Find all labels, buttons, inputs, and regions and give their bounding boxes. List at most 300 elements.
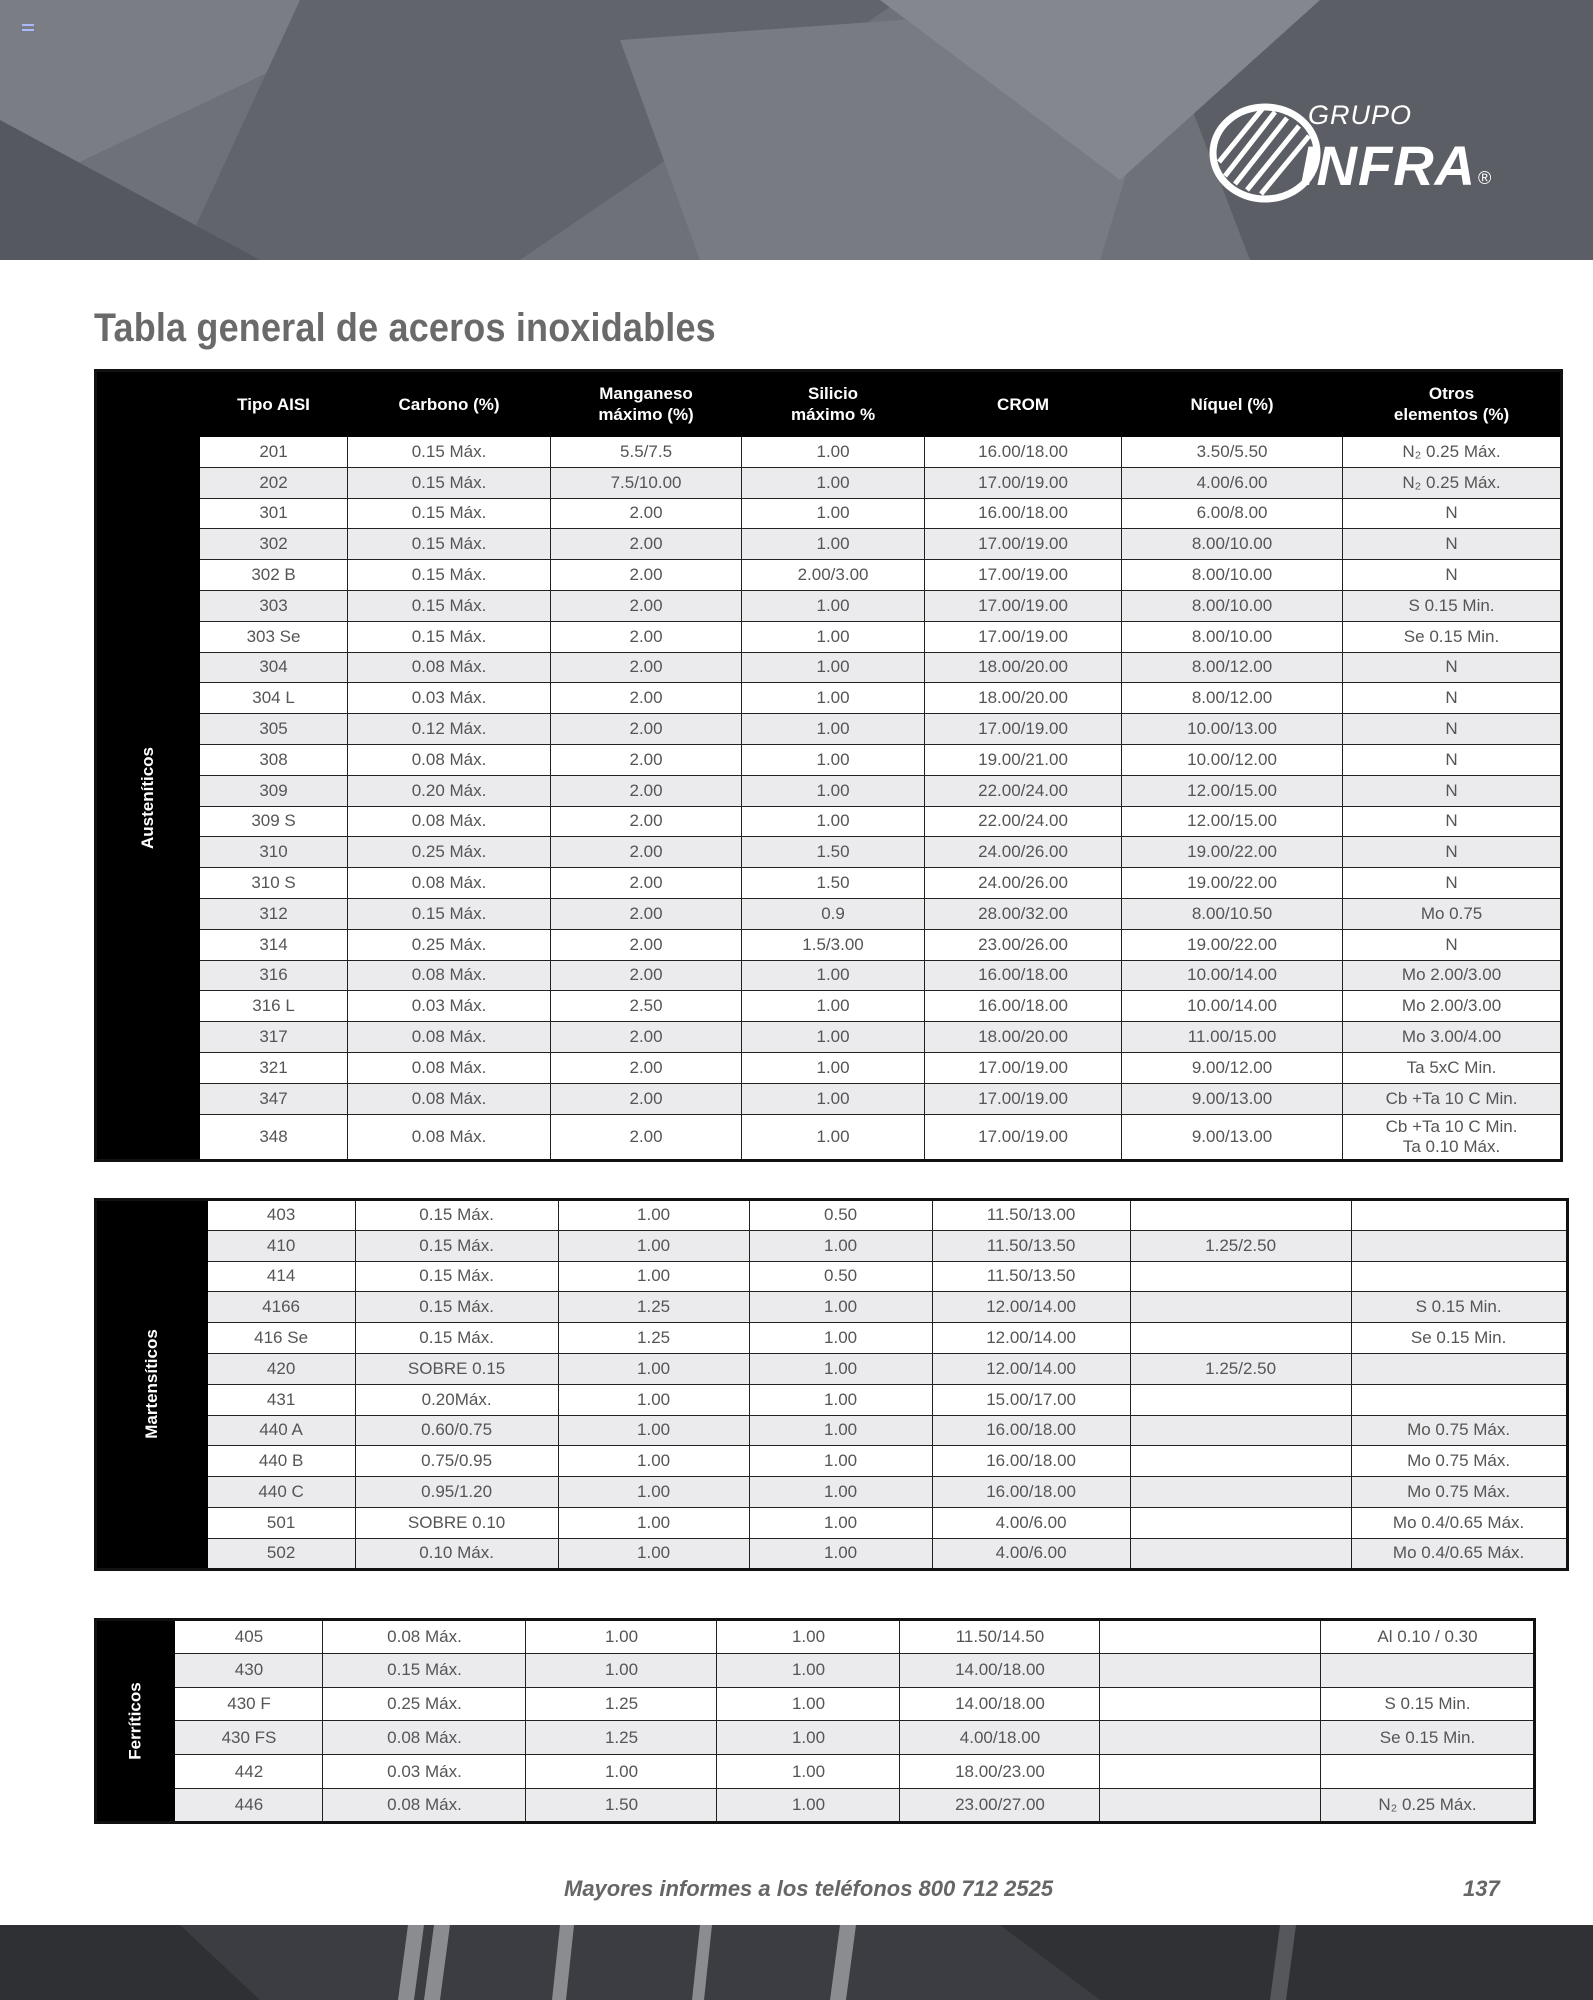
- cell-silicio: 1.00: [742, 529, 925, 560]
- cell-crom: 18.00/20.00: [925, 1022, 1122, 1053]
- header-tipo-aisi: Tipo AISI: [200, 371, 348, 437]
- cell-manganeso: 2.00: [551, 1083, 742, 1114]
- cell-carbono: 0.20 Máx.: [348, 775, 551, 806]
- table-row: [96, 868, 1562, 899]
- cell-silicio: 1.00: [749, 1538, 932, 1569]
- cell-tipo-aisi: 430 F: [175, 1687, 323, 1721]
- cell-otros: [1351, 1384, 1567, 1415]
- cell-crom: 24.00/26.00: [925, 837, 1122, 868]
- table-row: [96, 1083, 1562, 1114]
- cell-silicio: 1.00: [742, 621, 925, 652]
- cell-manganeso: 2.00: [551, 560, 742, 591]
- cell-crom: 17.00/19.00: [925, 1052, 1122, 1083]
- cell-crom: 18.00/23.00: [900, 1755, 1100, 1789]
- table-row: [96, 1292, 1568, 1323]
- cell-niquel: 8.00/10.00: [1122, 621, 1343, 652]
- header-manganeso: [551, 371, 742, 437]
- cell-tipo-aisi: 309: [200, 775, 348, 806]
- table-row: [96, 1721, 1535, 1755]
- cell-tipo-aisi: 314: [200, 929, 348, 960]
- cell-silicio: 1.00: [742, 652, 925, 683]
- cell-silicio: 1.00: [749, 1415, 932, 1446]
- cell-otros: Mo 0.4/0.65 Máx.: [1351, 1507, 1567, 1538]
- cell-carbono: 0.08 Máx.: [348, 1083, 551, 1114]
- cell-silicio: 2.00/3.00: [742, 560, 925, 591]
- table-row: [96, 837, 1562, 868]
- cell-carbono: 0.08 Máx.: [348, 1022, 551, 1053]
- cell-otros: N: [1343, 498, 1562, 529]
- group-label-text: Austeníticos: [138, 746, 158, 849]
- cell-crom: 17.00/19.00: [925, 467, 1122, 498]
- cell-tipo-aisi: 304 L: [200, 683, 348, 714]
- cell-silicio: 0.50: [749, 1200, 932, 1231]
- cell-niquel: 4.00/6.00: [1122, 467, 1343, 498]
- cell-niquel: [1100, 1620, 1321, 1654]
- cell-carbono: 0.15 Máx.: [348, 498, 551, 529]
- table-row: [96, 1200, 1568, 1231]
- cell-silicio: 1.00: [742, 806, 925, 837]
- header-silicio: [742, 371, 925, 437]
- table-row: [96, 775, 1562, 806]
- cell-otros: Mo 0.75: [1343, 898, 1562, 929]
- cell-tipo-aisi: 201: [200, 437, 348, 468]
- header-crom: CROM: [925, 371, 1122, 437]
- header-manganeso-label: Manganeso máximo (%): [598, 384, 694, 424]
- cell-manganeso: 1.00: [558, 1353, 749, 1384]
- cell-carbono: 0.15 Máx.: [348, 621, 551, 652]
- cell-silicio: 1.00: [717, 1620, 900, 1654]
- cell-niquel: 8.00/10.50: [1122, 898, 1343, 929]
- cell-carbono: 0.15 Máx.: [348, 590, 551, 621]
- cell-niquel: 9.00/12.00: [1122, 1052, 1343, 1083]
- cell-otros: [1351, 1353, 1567, 1384]
- cell-manganeso: 2.00: [551, 498, 742, 529]
- cell-carbono: 0.15 Máx.: [355, 1261, 558, 1292]
- table-row: [96, 1755, 1535, 1789]
- cell-tipo-aisi: 410: [207, 1230, 355, 1261]
- header-otros-label: Otros elementos (%): [1393, 384, 1510, 424]
- cell-carbono: 0.08 Máx.: [323, 1620, 526, 1654]
- cell-manganeso: 1.25: [558, 1292, 749, 1323]
- cell-crom: 16.00/18.00: [932, 1477, 1130, 1508]
- cell-niquel: 1.25/2.50: [1130, 1353, 1351, 1384]
- cell-manganeso: 2.00: [551, 837, 742, 868]
- cell-niquel: 19.00/22.00: [1122, 929, 1343, 960]
- table-row: [96, 744, 1562, 775]
- cell-silicio: 1.00: [742, 744, 925, 775]
- cell-carbono: 0.75/0.95: [355, 1446, 558, 1477]
- page-number: 137: [1463, 1876, 1500, 1901]
- cell-manganeso: 1.25: [526, 1721, 717, 1755]
- table-body-martensiticos: [96, 1200, 1568, 1570]
- cell-carbono: SOBRE 0.10: [355, 1507, 558, 1538]
- header-silicio-label: Silicio máximo %: [790, 384, 876, 424]
- cell-carbono: 0.08 Máx.: [323, 1721, 526, 1755]
- cell-tipo-aisi: 446: [175, 1788, 323, 1822]
- group-label-austeniticos: [96, 437, 200, 1161]
- cell-otros: N: [1343, 714, 1562, 745]
- table-row: [96, 1477, 1568, 1508]
- cell-manganeso: 2.00: [551, 683, 742, 714]
- cell-niquel: 1.25/2.50: [1130, 1230, 1351, 1261]
- table-row: [96, 960, 1562, 991]
- table-row: [96, 560, 1562, 591]
- table-row: [96, 1384, 1568, 1415]
- cell-niquel: [1100, 1653, 1321, 1687]
- group-label-text: Martensíticos: [141, 1329, 161, 1440]
- cell-niquel: 12.00/15.00: [1122, 775, 1343, 806]
- cell-manganeso: 2.00: [551, 652, 742, 683]
- cell-silicio: 1.00: [742, 590, 925, 621]
- cell-carbono: 0.15 Máx.: [355, 1230, 558, 1261]
- cell-silicio: 1.5/3.00: [742, 929, 925, 960]
- cell-carbono: 0.60/0.75: [355, 1415, 558, 1446]
- table-row: [96, 929, 1562, 960]
- registered-mark: ®: [1478, 168, 1492, 188]
- cell-tipo-aisi: 310: [200, 837, 348, 868]
- cell-otros: N: [1343, 529, 1562, 560]
- cell-niquel: [1130, 1507, 1351, 1538]
- cell-crom: 22.00/24.00: [925, 806, 1122, 837]
- cell-tipo-aisi: 302 B: [200, 560, 348, 591]
- cell-silicio: 1.00: [742, 1083, 925, 1114]
- cell-carbono: 0.08 Máx.: [348, 806, 551, 837]
- cell-carbono: SOBRE 0.15: [355, 1353, 558, 1384]
- cell-manganeso: 2.00: [551, 744, 742, 775]
- cell-silicio: 1.00: [749, 1384, 932, 1415]
- cell-manganeso: 1.00: [558, 1261, 749, 1292]
- cell-otros: [1351, 1261, 1567, 1292]
- cell-crom: 16.00/18.00: [925, 960, 1122, 991]
- cell-otros: N₂ 0.25 Máx.: [1343, 467, 1562, 498]
- cell-crom: 23.00/27.00: [900, 1788, 1100, 1822]
- table-row: [96, 898, 1562, 929]
- cell-manganeso: 7.5/10.00: [551, 467, 742, 498]
- cell-carbono: 0.95/1.20: [355, 1477, 558, 1508]
- table-austeniticos: [94, 369, 1563, 1162]
- cell-crom: 4.00/18.00: [900, 1721, 1100, 1755]
- cell-manganeso: 1.00: [558, 1415, 749, 1446]
- cell-crom: 16.00/18.00: [925, 498, 1122, 529]
- cell-carbono: 0.03 Máx.: [348, 991, 551, 1022]
- cell-silicio: 1.00: [742, 714, 925, 745]
- cell-crom: 18.00/20.00: [925, 683, 1122, 714]
- cell-manganeso: 2.00: [551, 929, 742, 960]
- cell-niquel: [1100, 1687, 1321, 1721]
- cell-crom: 17.00/19.00: [925, 1114, 1122, 1160]
- cell-tipo-aisi: 347: [200, 1083, 348, 1114]
- cell-otros: Mo 2.00/3.00: [1343, 991, 1562, 1022]
- cell-otros: S 0.15 Min.: [1321, 1687, 1535, 1721]
- cell-manganeso: 2.00: [551, 621, 742, 652]
- cell-manganeso: 1.00: [526, 1653, 717, 1687]
- cell-otros: Cb +Ta 10 C Min. Ta 0.10 Máx.: [1343, 1114, 1562, 1160]
- cell-carbono: 0.12 Máx.: [348, 714, 551, 745]
- table-row: [96, 1538, 1568, 1569]
- cell-carbono: 0.15 Máx.: [355, 1292, 558, 1323]
- cell-niquel: 8.00/10.00: [1122, 529, 1343, 560]
- cell-manganeso: 1.00: [526, 1620, 717, 1654]
- cell-manganeso: 2.00: [551, 529, 742, 560]
- table-row: [96, 1620, 1535, 1654]
- table-row: [96, 1446, 1568, 1477]
- table-row: [96, 1687, 1535, 1721]
- cell-niquel: [1100, 1721, 1321, 1755]
- cell-otros: N: [1343, 775, 1562, 806]
- cell-crom: 12.00/14.00: [932, 1353, 1130, 1384]
- cell-manganeso: 2.00: [551, 1022, 742, 1053]
- header-spacer: [96, 371, 200, 437]
- cell-carbono: 0.20Máx.: [355, 1384, 558, 1415]
- header-banner: [0, 0, 1593, 260]
- cell-crom: 11.50/13.00: [932, 1200, 1130, 1231]
- cell-silicio: 1.00: [742, 1114, 925, 1160]
- cell-crom: 17.00/19.00: [925, 714, 1122, 745]
- cell-niquel: [1100, 1788, 1321, 1822]
- cell-manganeso: 2.00: [551, 898, 742, 929]
- cell-manganeso: 2.00: [551, 868, 742, 899]
- cell-tipo-aisi: 414: [207, 1261, 355, 1292]
- cell-silicio: 1.00: [749, 1507, 932, 1538]
- cell-otros: S 0.15 Min.: [1351, 1292, 1567, 1323]
- cell-crom: 22.00/24.00: [925, 775, 1122, 806]
- cell-niquel: 19.00/22.00: [1122, 837, 1343, 868]
- cell-silicio: 1.00: [717, 1755, 900, 1789]
- cell-crom: 12.00/14.00: [932, 1323, 1130, 1354]
- cell-crom: 11.50/14.50: [900, 1620, 1100, 1654]
- cell-carbono: 0.15 Máx.: [355, 1200, 558, 1231]
- cell-otros: [1351, 1200, 1567, 1231]
- table-row: [96, 1788, 1535, 1822]
- menu-icon[interactable]: [22, 24, 34, 32]
- cell-niquel: 6.00/8.00: [1122, 498, 1343, 529]
- cell-otros: Se 0.15 Min.: [1321, 1721, 1535, 1755]
- cell-otros: Cb +Ta 10 C Min.: [1343, 1083, 1562, 1114]
- table-martensiticos: [94, 1198, 1569, 1571]
- cell-carbono: 0.08 Máx.: [348, 1114, 551, 1160]
- cell-manganeso: 1.25: [526, 1687, 717, 1721]
- cell-crom: 11.50/13.50: [932, 1261, 1130, 1292]
- cell-tipo-aisi: 416 Se: [207, 1323, 355, 1354]
- cell-tipo-aisi: 303: [200, 590, 348, 621]
- table-body-ferriticos: [96, 1620, 1535, 1823]
- cell-otros: N: [1343, 560, 1562, 591]
- cell-silicio: 1.00: [717, 1788, 900, 1822]
- table-row: [96, 652, 1562, 683]
- cell-niquel: [1130, 1292, 1351, 1323]
- cell-manganeso: 2.00: [551, 714, 742, 745]
- table-row: [96, 437, 1562, 468]
- cell-crom: 17.00/19.00: [925, 590, 1122, 621]
- cell-carbono: 0.15 Máx.: [348, 560, 551, 591]
- cell-silicio: 1.00: [742, 775, 925, 806]
- cell-otros: N₂ 0.25 Máx.: [1343, 437, 1562, 468]
- cell-tipo-aisi: 301: [200, 498, 348, 529]
- cell-silicio: 1.00: [717, 1653, 900, 1687]
- cell-manganeso: 2.00: [551, 1114, 742, 1160]
- cell-tipo-aisi: 202: [200, 467, 348, 498]
- cell-tipo-aisi: 348: [200, 1114, 348, 1160]
- cell-manganeso: 2.00: [551, 775, 742, 806]
- cell-niquel: [1130, 1261, 1351, 1292]
- cell-niquel: [1130, 1384, 1351, 1415]
- cell-niquel: 10.00/12.00: [1122, 744, 1343, 775]
- cell-otros: N: [1343, 744, 1562, 775]
- cell-otros: Mo 0.75 Máx.: [1351, 1415, 1567, 1446]
- cell-niquel: 10.00/14.00: [1122, 960, 1343, 991]
- cell-silicio: 1.00: [749, 1292, 932, 1323]
- header-otros: [1343, 371, 1562, 437]
- cell-crom: 14.00/18.00: [900, 1687, 1100, 1721]
- table-row: [96, 1230, 1568, 1261]
- cell-niquel: [1130, 1200, 1351, 1231]
- cell-crom: 4.00/6.00: [932, 1538, 1130, 1569]
- cell-niquel: 9.00/13.00: [1122, 1083, 1343, 1114]
- cell-silicio: 0.9: [742, 898, 925, 929]
- cell-otros: N: [1343, 929, 1562, 960]
- cell-tipo-aisi: 4166: [207, 1292, 355, 1323]
- cell-silicio: 1.00: [749, 1353, 932, 1384]
- group-label-ferriticos: [96, 1620, 175, 1823]
- cell-niquel: 10.00/14.00: [1122, 991, 1343, 1022]
- cell-carbono: 0.15 Máx.: [348, 898, 551, 929]
- cell-crom: 23.00/26.00: [925, 929, 1122, 960]
- cell-manganeso: 1.00: [558, 1384, 749, 1415]
- cell-otros: Mo 2.00/3.00: [1343, 960, 1562, 991]
- cell-carbono: 0.08 Máx.: [348, 1052, 551, 1083]
- cell-niquel: 8.00/10.00: [1122, 560, 1343, 591]
- table-row: [96, 529, 1562, 560]
- table-row: [96, 1353, 1568, 1384]
- cell-silicio: 1.00: [717, 1687, 900, 1721]
- cell-niquel: [1130, 1323, 1351, 1354]
- cell-silicio: 1.50: [742, 868, 925, 899]
- table-row: [96, 1415, 1568, 1446]
- table-row: [96, 1323, 1568, 1354]
- cell-crom: 16.00/18.00: [932, 1446, 1130, 1477]
- table-row: [96, 714, 1562, 745]
- cell-niquel: [1130, 1538, 1351, 1569]
- cell-tipo-aisi: 430 FS: [175, 1721, 323, 1755]
- cell-otros: Se 0.15 Min.: [1343, 621, 1562, 652]
- cell-niquel: 9.00/13.00: [1122, 1114, 1343, 1160]
- header-carbono: Carbono (%): [348, 371, 551, 437]
- cell-manganeso: 1.00: [558, 1477, 749, 1508]
- cell-tipo-aisi: 405: [175, 1620, 323, 1654]
- cell-tipo-aisi: 430: [175, 1653, 323, 1687]
- cell-otros: [1321, 1755, 1535, 1789]
- cell-crom: 4.00/6.00: [932, 1507, 1130, 1538]
- cell-manganeso: 1.00: [558, 1538, 749, 1569]
- cell-crom: 28.00/32.00: [925, 898, 1122, 929]
- cell-crom: 11.50/13.50: [932, 1230, 1130, 1261]
- cell-otros: Ta 5xC Min.: [1343, 1052, 1562, 1083]
- table-body-austeniticos: [96, 437, 1562, 1161]
- cell-manganeso: 2.00: [551, 590, 742, 621]
- cell-silicio: 1.00: [742, 1052, 925, 1083]
- cell-tipo-aisi: 321: [200, 1052, 348, 1083]
- cell-silicio: 1.00: [749, 1477, 932, 1508]
- cell-tipo-aisi: 442: [175, 1755, 323, 1789]
- table-row: [96, 498, 1562, 529]
- cell-manganeso: 1.00: [558, 1507, 749, 1538]
- cell-manganeso: 1.00: [558, 1230, 749, 1261]
- cell-silicio: 1.00: [749, 1323, 932, 1354]
- cell-carbono: 0.08 Máx.: [323, 1788, 526, 1822]
- cell-manganeso: 5.5/7.5: [551, 437, 742, 468]
- table-row: [96, 621, 1562, 652]
- cell-otros: [1321, 1653, 1535, 1687]
- cell-niquel: 8.00/12.00: [1122, 652, 1343, 683]
- footer-stripes: [0, 1925, 1593, 2000]
- header-niquel: Níquel (%): [1122, 371, 1343, 437]
- cell-tipo-aisi: 502: [207, 1538, 355, 1569]
- cell-tipo-aisi: 304: [200, 652, 348, 683]
- cell-tipo-aisi: 420: [207, 1353, 355, 1384]
- cell-tipo-aisi: 312: [200, 898, 348, 929]
- page-title: Tabla general de aceros inoxidables: [94, 306, 716, 350]
- table-header-row: [96, 371, 1562, 437]
- cell-silicio: 1.00: [742, 960, 925, 991]
- cell-otros: [1351, 1230, 1567, 1261]
- cell-silicio: 1.00: [717, 1721, 900, 1755]
- cell-crom: 18.00/20.00: [925, 652, 1122, 683]
- cell-manganeso: 1.00: [526, 1755, 717, 1789]
- cell-carbono: 0.08 Máx.: [348, 868, 551, 899]
- cell-niquel: 10.00/13.00: [1122, 714, 1343, 745]
- cell-carbono: 0.08 Máx.: [348, 960, 551, 991]
- cell-carbono: 0.03 Máx.: [323, 1755, 526, 1789]
- table-row: [96, 1022, 1562, 1053]
- cell-otros: N: [1343, 683, 1562, 714]
- table-ferriticos: [94, 1618, 1536, 1824]
- cell-tipo-aisi: 302: [200, 529, 348, 560]
- logo-brand-name: INFRA: [1300, 134, 1477, 197]
- cell-silicio: 1.00: [749, 1230, 932, 1261]
- footer-band: [0, 1925, 1593, 2000]
- cell-tipo-aisi: 309 S: [200, 806, 348, 837]
- cell-carbono: 0.25 Máx.: [348, 929, 551, 960]
- cell-otros: N: [1343, 868, 1562, 899]
- cell-crom: 16.00/18.00: [925, 437, 1122, 468]
- cell-carbono: 0.03 Máx.: [348, 683, 551, 714]
- cell-tipo-aisi: 431: [207, 1384, 355, 1415]
- cell-tipo-aisi: 317: [200, 1022, 348, 1053]
- group-label-text: Ferríticos: [125, 1682, 145, 1760]
- cell-tipo-aisi: 440 B: [207, 1446, 355, 1477]
- table-row: [96, 1052, 1562, 1083]
- cell-niquel: [1130, 1477, 1351, 1508]
- cell-crom: 12.00/14.00: [932, 1292, 1130, 1323]
- cell-silicio: 1.00: [742, 467, 925, 498]
- cell-tipo-aisi: 440 C: [207, 1477, 355, 1508]
- cell-niquel: 3.50/5.50: [1122, 437, 1343, 468]
- cell-manganeso: 2.00: [551, 806, 742, 837]
- cell-otros: N₂ 0.25 Máx.: [1321, 1788, 1535, 1822]
- cell-tipo-aisi: 308: [200, 744, 348, 775]
- cell-crom: 17.00/19.00: [925, 560, 1122, 591]
- table-row: [96, 590, 1562, 621]
- cell-crom: 17.00/19.00: [925, 1083, 1122, 1114]
- cell-crom: 24.00/26.00: [925, 868, 1122, 899]
- cell-crom: 16.00/18.00: [925, 991, 1122, 1022]
- cell-niquel: 12.00/15.00: [1122, 806, 1343, 837]
- cell-manganeso: 2.00: [551, 1052, 742, 1083]
- cell-crom: 16.00/18.00: [932, 1415, 1130, 1446]
- cell-otros: Mo 0.4/0.65 Máx.: [1351, 1538, 1567, 1569]
- cell-carbono: 0.15 Máx.: [348, 467, 551, 498]
- cell-tipo-aisi: 316 L: [200, 991, 348, 1022]
